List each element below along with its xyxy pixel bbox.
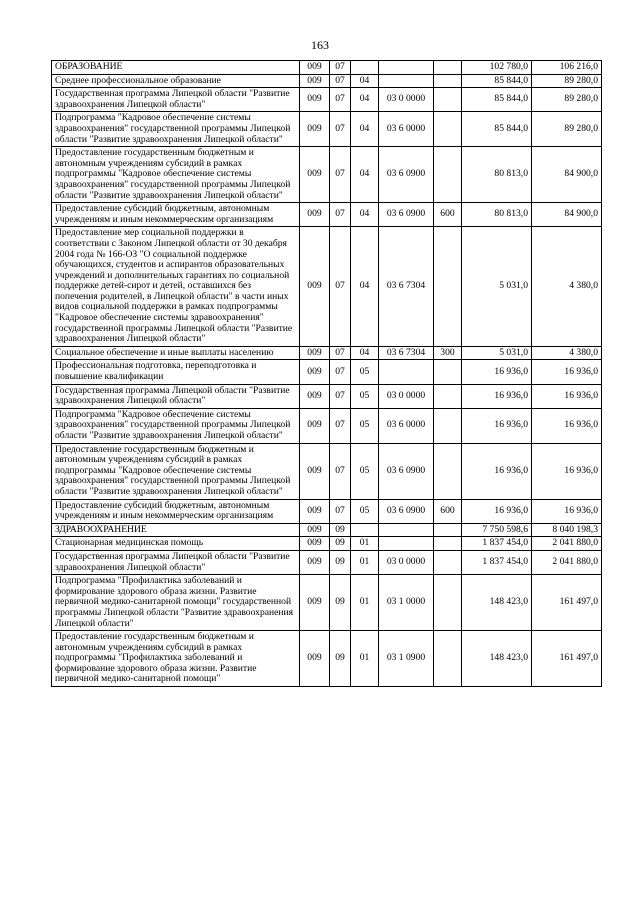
row-ved-cell: 009 bbox=[300, 112, 330, 147]
row-name-cell: Государственная программа Липецкой области "Развитие здравоохранения Липецкой области" bbox=[52, 384, 300, 408]
row-rz-cell: 09 bbox=[330, 550, 351, 574]
row-amount-year1-cell: 16 936,0 bbox=[462, 360, 532, 384]
row-cs-cell: 03 1 0900 bbox=[379, 631, 434, 687]
row-cs-cell: 03 6 0000 bbox=[379, 112, 434, 147]
row-amount-year1-cell: 16 936,0 bbox=[462, 408, 532, 443]
row-rz-cell: 07 bbox=[330, 499, 351, 523]
row-ved-cell: 009 bbox=[300, 88, 330, 112]
row-name-cell: Государственная программа Липецкой области "Развитие здравоохранения Липецкой области" bbox=[52, 88, 300, 112]
budget-table bbox=[51, 60, 602, 687]
row-ved-cell: 009 bbox=[300, 74, 330, 88]
table-row bbox=[52, 61, 602, 75]
row-pr-cell: 04 bbox=[351, 147, 379, 203]
row-vr-cell bbox=[434, 443, 462, 499]
row-pr-cell: 04 bbox=[351, 112, 379, 147]
row-amount-year2-cell: 16 936,0 bbox=[532, 443, 602, 499]
row-amount-year2-cell: 84 900,0 bbox=[532, 203, 602, 227]
row-amount-year2-cell: 4 380,0 bbox=[532, 227, 602, 347]
row-pr-cell: 04 bbox=[351, 346, 379, 360]
row-name-cell: ОБРАЗОВАНИЕ bbox=[52, 61, 300, 75]
row-cs-cell: 03 6 0900 bbox=[379, 203, 434, 227]
table-row bbox=[52, 443, 602, 499]
row-vr-cell bbox=[434, 408, 462, 443]
row-amount-year2-cell: 4 380,0 bbox=[532, 346, 602, 360]
table-row bbox=[52, 631, 602, 687]
row-ved-cell: 009 bbox=[300, 408, 330, 443]
row-cs-cell bbox=[379, 523, 434, 537]
table-row bbox=[52, 537, 602, 551]
row-rz-cell: 07 bbox=[330, 443, 351, 499]
row-cs-cell: 03 6 0000 bbox=[379, 408, 434, 443]
row-pr-cell: 01 bbox=[351, 631, 379, 687]
row-amount-year2-cell: 2 041 880,0 bbox=[532, 537, 602, 551]
row-rz-cell: 07 bbox=[330, 112, 351, 147]
row-amount-year2-cell: 84 900,0 bbox=[532, 147, 602, 203]
row-amount-year1-cell: 85 844,0 bbox=[462, 74, 532, 88]
table-row bbox=[52, 360, 602, 384]
row-ved-cell: 009 bbox=[300, 360, 330, 384]
row-amount-year2-cell: 89 280,0 bbox=[532, 74, 602, 88]
row-amount-year2-cell: 161 497,0 bbox=[532, 575, 602, 631]
row-rz-cell: 07 bbox=[330, 384, 351, 408]
row-cs-cell: 03 6 7304 bbox=[379, 227, 434, 347]
row-name-cell: Подпрограмма "Кадровое обеспечение системы здравоохранения" государственной программы Липецкой области "Развитие здравоохранения Липецкой области" bbox=[52, 112, 300, 147]
row-rz-cell: 07 bbox=[330, 88, 351, 112]
row-cs-cell bbox=[379, 537, 434, 551]
row-cs-cell: 03 0 0000 bbox=[379, 88, 434, 112]
row-cs-cell: 03 0 0000 bbox=[379, 384, 434, 408]
row-name-cell: Предоставление субсидий бюджетным, автономным учреждениям и иным некоммерческим организациям bbox=[52, 203, 300, 227]
table-row bbox=[52, 74, 602, 88]
row-amount-year1-cell: 5 031,0 bbox=[462, 227, 532, 347]
row-name-cell: Предоставление государственным бюджетным и автономным учреждениям субсидий в рамках подпрограммы "Профилактика заболеваний и формирование здорового образа жизни. Развитие первичной медико-санитарной помощи" bbox=[52, 631, 300, 687]
row-ved-cell: 009 bbox=[300, 575, 330, 631]
row-rz-cell: 07 bbox=[330, 360, 351, 384]
row-pr-cell: 05 bbox=[351, 499, 379, 523]
row-ved-cell: 009 bbox=[300, 61, 330, 75]
row-rz-cell: 07 bbox=[330, 147, 351, 203]
row-amount-year2-cell: 89 280,0 bbox=[532, 112, 602, 147]
row-pr-cell: 04 bbox=[351, 227, 379, 347]
row-vr-cell bbox=[434, 147, 462, 203]
row-amount-year1-cell: 16 936,0 bbox=[462, 443, 532, 499]
row-vr-cell bbox=[434, 227, 462, 347]
row-amount-year1-cell: 85 844,0 bbox=[462, 112, 532, 147]
table-row bbox=[52, 499, 602, 523]
row-vr-cell bbox=[434, 61, 462, 75]
row-rz-cell: 07 bbox=[330, 227, 351, 347]
row-ved-cell: 009 bbox=[300, 550, 330, 574]
row-amount-year2-cell: 8 040 198,3 bbox=[532, 523, 602, 537]
row-rz-cell: 07 bbox=[330, 61, 351, 75]
row-rz-cell: 07 bbox=[330, 74, 351, 88]
row-pr-cell: 05 bbox=[351, 443, 379, 499]
row-rz-cell: 09 bbox=[330, 575, 351, 631]
row-amount-year1-cell: 148 423,0 bbox=[462, 575, 532, 631]
row-pr-cell: 01 bbox=[351, 575, 379, 631]
table-row bbox=[52, 147, 602, 203]
row-vr-cell bbox=[434, 550, 462, 574]
table-row bbox=[52, 346, 602, 360]
row-cs-cell bbox=[379, 360, 434, 384]
row-pr-cell: 05 bbox=[351, 384, 379, 408]
row-pr-cell: 04 bbox=[351, 74, 379, 88]
row-pr-cell: 01 bbox=[351, 550, 379, 574]
row-cs-cell: 03 6 0900 bbox=[379, 147, 434, 203]
row-rz-cell: 07 bbox=[330, 203, 351, 227]
row-rz-cell: 09 bbox=[330, 523, 351, 537]
row-amount-year1-cell: 80 813,0 bbox=[462, 147, 532, 203]
row-name-cell: Предоставление субсидий бюджетным, автономным учреждениям и иным некоммерческим организациям bbox=[52, 499, 300, 523]
table-row bbox=[52, 523, 602, 537]
table-row bbox=[52, 550, 602, 574]
row-name-cell: Социальное обеспечение и иные выплаты населению bbox=[52, 346, 300, 360]
row-cs-cell: 03 6 0900 bbox=[379, 499, 434, 523]
row-ved-cell: 009 bbox=[300, 203, 330, 227]
row-ved-cell: 009 bbox=[300, 443, 330, 499]
row-pr-cell: 05 bbox=[351, 408, 379, 443]
row-amount-year2-cell: 16 936,0 bbox=[532, 408, 602, 443]
row-vr-cell bbox=[434, 74, 462, 88]
row-ved-cell: 009 bbox=[300, 523, 330, 537]
row-name-cell: Подпрограмма "Профилактика заболеваний и формирование здорового образа жизни. Развитие первичной медико-санитарной помощи" государственной программы Липецкой области "Развитие здравоохранения Липецкой области" bbox=[52, 575, 300, 631]
row-vr-cell: 600 bbox=[434, 499, 462, 523]
row-amount-year2-cell: 16 936,0 bbox=[532, 384, 602, 408]
page-number: 163 bbox=[311, 38, 329, 52]
row-amount-year1-cell: 16 936,0 bbox=[462, 499, 532, 523]
row-amount-year2-cell: 106 216,0 bbox=[532, 61, 602, 75]
row-vr-cell bbox=[434, 537, 462, 551]
row-vr-cell bbox=[434, 88, 462, 112]
budget-table-body bbox=[52, 61, 602, 687]
row-pr-cell: 04 bbox=[351, 203, 379, 227]
row-name-cell: Предоставление мер социальной поддержки в соответствии с Законом Липецкой области от 30 декабря 2004 года № 166-ОЗ "О социальной поддержке обучающихся, студентов и аспирантов образовательных учреждений и дополнительных гарантиях по социальной поддержке детей-сирот и детей, оставшихся без попечения родителей, в Липецкой области" в части иных видов социальной поддержки в рамках подпрограммы "Кадровое обеспечение системы здравоохранения" государственной программы Липецкой области "Развитие здравоохранения Липецкой области" bbox=[52, 227, 300, 347]
row-vr-cell bbox=[434, 575, 462, 631]
row-ved-cell: 009 bbox=[300, 147, 330, 203]
row-rz-cell: 09 bbox=[330, 537, 351, 551]
row-cs-cell: 03 6 7304 bbox=[379, 346, 434, 360]
row-vr-cell bbox=[434, 384, 462, 408]
row-name-cell: Стационарная медицинская помощь bbox=[52, 537, 300, 551]
row-amount-year1-cell: 85 844,0 bbox=[462, 88, 532, 112]
table-row bbox=[52, 203, 602, 227]
row-vr-cell: 300 bbox=[434, 346, 462, 360]
row-vr-cell bbox=[434, 631, 462, 687]
row-name-cell: Государственная программа Липецкой области "Развитие здравоохранения Липецкой области" bbox=[52, 550, 300, 574]
row-pr-cell: 04 bbox=[351, 88, 379, 112]
row-name-cell: ЗДРАВООХРАНЕНИЕ bbox=[52, 523, 300, 537]
row-name-cell: Профессиональная подготовка, переподготовка и повышение квалификации bbox=[52, 360, 300, 384]
row-amount-year1-cell: 80 813,0 bbox=[462, 203, 532, 227]
row-amount-year1-cell: 1 837 454,0 bbox=[462, 537, 532, 551]
table-row bbox=[52, 384, 602, 408]
row-ved-cell: 009 bbox=[300, 499, 330, 523]
row-amount-year1-cell: 102 780,0 bbox=[462, 61, 532, 75]
row-pr-cell: 01 bbox=[351, 537, 379, 551]
row-cs-cell: 03 0 0000 bbox=[379, 550, 434, 574]
row-vr-cell bbox=[434, 360, 462, 384]
row-ved-cell: 009 bbox=[300, 631, 330, 687]
row-cs-cell bbox=[379, 61, 434, 75]
row-amount-year2-cell: 16 936,0 bbox=[532, 499, 602, 523]
row-amount-year2-cell: 89 280,0 bbox=[532, 88, 602, 112]
row-amount-year1-cell: 1 837 454,0 bbox=[462, 550, 532, 574]
row-name-cell: Предоставление государственным бюджетным и автономным учреждениям субсидий в рамках подпрограммы "Кадровое обеспечение системы здравоохранения" государственной программы Липецкой области "Развитие здравоохранения Липецкой области" bbox=[52, 443, 300, 499]
row-name-cell: Среднее профессиональное образование bbox=[52, 74, 300, 88]
row-name-cell: Предоставление государственным бюджетным и автономным учреждениям субсидий в рамках подпрограммы "Кадровое обеспечение системы здравоохранения" государственной программы Липецкой области "Развитие здравоохранения Липецкой области" bbox=[52, 147, 300, 203]
row-amount-year1-cell: 5 031,0 bbox=[462, 346, 532, 360]
row-amount-year1-cell: 148 423,0 bbox=[462, 631, 532, 687]
row-amount-year1-cell: 7 750 598,6 bbox=[462, 523, 532, 537]
row-amount-year2-cell: 2 041 880,0 bbox=[532, 550, 602, 574]
row-vr-cell bbox=[434, 112, 462, 147]
row-amount-year2-cell: 16 936,0 bbox=[532, 360, 602, 384]
row-cs-cell bbox=[379, 74, 434, 88]
table-row bbox=[52, 112, 602, 147]
row-amount-year1-cell: 16 936,0 bbox=[462, 384, 532, 408]
row-ved-cell: 009 bbox=[300, 346, 330, 360]
row-vr-cell bbox=[434, 523, 462, 537]
row-amount-year2-cell: 161 497,0 bbox=[532, 631, 602, 687]
row-cs-cell: 03 1 0000 bbox=[379, 575, 434, 631]
row-ved-cell: 009 bbox=[300, 227, 330, 347]
row-ved-cell: 009 bbox=[300, 537, 330, 551]
row-pr-cell: 05 bbox=[351, 360, 379, 384]
row-rz-cell: 07 bbox=[330, 346, 351, 360]
row-pr-cell bbox=[351, 61, 379, 75]
row-rz-cell: 07 bbox=[330, 408, 351, 443]
row-vr-cell: 600 bbox=[434, 203, 462, 227]
row-name-cell: Подпрограмма "Кадровое обеспечение системы здравоохранения" государственной программы Липецкой области "Развитие здравоохранения Липецкой области" bbox=[52, 408, 300, 443]
row-pr-cell bbox=[351, 523, 379, 537]
row-cs-cell: 03 6 0900 bbox=[379, 443, 434, 499]
row-rz-cell: 09 bbox=[330, 631, 351, 687]
table-row bbox=[52, 227, 602, 347]
table-row bbox=[52, 575, 602, 631]
table-row bbox=[52, 88, 602, 112]
row-ved-cell: 009 bbox=[300, 384, 330, 408]
table-row bbox=[52, 408, 602, 443]
